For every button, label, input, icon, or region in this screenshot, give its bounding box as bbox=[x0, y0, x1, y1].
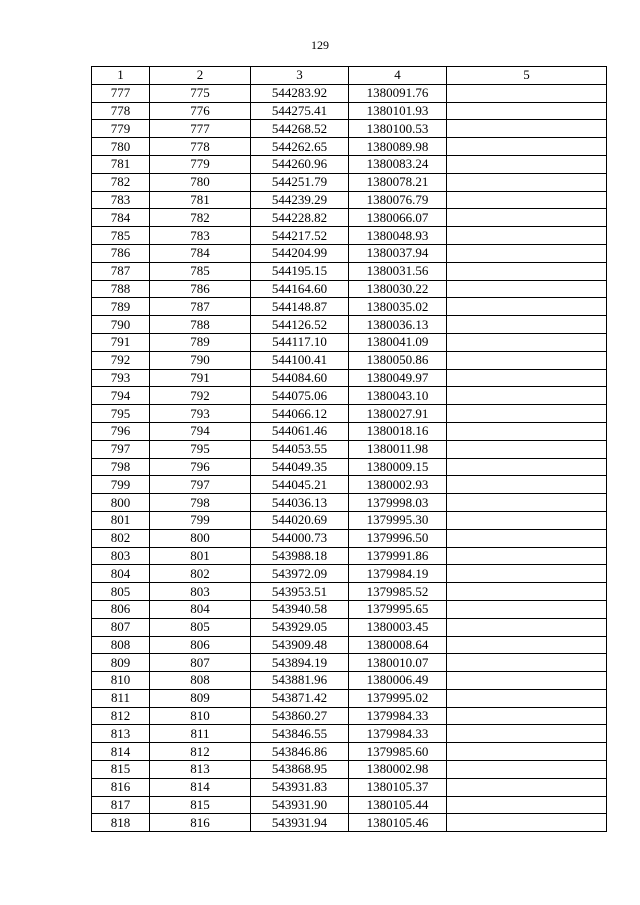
note-cell bbox=[447, 155, 607, 173]
source-number-cell: 791 bbox=[150, 369, 251, 387]
x-coordinate-cell: 544195.15 bbox=[251, 262, 349, 280]
source-number-cell: 793 bbox=[150, 405, 251, 423]
point-number-cell: 789 bbox=[92, 298, 150, 316]
y-coordinate-cell: 1380018.16 bbox=[349, 422, 447, 440]
source-number-cell: 808 bbox=[150, 672, 251, 690]
y-coordinate-cell: 1380037.94 bbox=[349, 244, 447, 262]
x-coordinate-cell: 544126.52 bbox=[251, 316, 349, 334]
point-number-cell: 785 bbox=[92, 227, 150, 245]
point-number-cell: 793 bbox=[92, 369, 150, 387]
x-coordinate-cell: 544228.82 bbox=[251, 209, 349, 227]
x-coordinate-cell: 544036.13 bbox=[251, 494, 349, 512]
table-row bbox=[92, 84, 607, 102]
y-coordinate-cell: 1380009.15 bbox=[349, 458, 447, 476]
source-number-cell: 813 bbox=[150, 761, 251, 779]
note-cell bbox=[447, 191, 607, 209]
x-coordinate-cell: 544045.21 bbox=[251, 476, 349, 494]
table-row bbox=[92, 761, 607, 779]
source-number-cell: 784 bbox=[150, 244, 251, 262]
x-coordinate-cell: 544066.12 bbox=[251, 405, 349, 423]
point-number-cell: 810 bbox=[92, 672, 150, 690]
source-number-cell: 780 bbox=[150, 173, 251, 191]
x-coordinate-cell: 543881.96 bbox=[251, 672, 349, 690]
source-number-cell: 816 bbox=[150, 814, 251, 832]
table-row bbox=[92, 369, 607, 387]
point-number-cell: 784 bbox=[92, 209, 150, 227]
source-number-cell: 809 bbox=[150, 689, 251, 707]
y-coordinate-cell: 1379984.33 bbox=[349, 725, 447, 743]
column-header-5: 5 bbox=[447, 67, 607, 85]
table-row bbox=[92, 583, 607, 601]
note-cell bbox=[447, 672, 607, 690]
point-number-cell: 786 bbox=[92, 244, 150, 262]
note-cell bbox=[447, 511, 607, 529]
point-number-cell: 808 bbox=[92, 636, 150, 654]
point-number-cell: 811 bbox=[92, 689, 150, 707]
table-row bbox=[92, 102, 607, 120]
y-coordinate-cell: 1379985.52 bbox=[349, 583, 447, 601]
point-number-cell: 790 bbox=[92, 316, 150, 334]
point-number-cell: 805 bbox=[92, 583, 150, 601]
source-number-cell: 804 bbox=[150, 600, 251, 618]
table-row bbox=[92, 316, 607, 334]
source-number-cell: 797 bbox=[150, 476, 251, 494]
y-coordinate-cell: 1380091.76 bbox=[349, 84, 447, 102]
table-row bbox=[92, 227, 607, 245]
note-cell bbox=[447, 600, 607, 618]
note-cell bbox=[447, 796, 607, 814]
y-coordinate-cell: 1380105.37 bbox=[349, 778, 447, 796]
point-number-cell: 809 bbox=[92, 654, 150, 672]
point-number-cell: 797 bbox=[92, 440, 150, 458]
table-body bbox=[92, 84, 607, 831]
note-cell bbox=[447, 244, 607, 262]
point-number-cell: 777 bbox=[92, 84, 150, 102]
y-coordinate-cell: 1380002.93 bbox=[349, 476, 447, 494]
x-coordinate-cell: 544049.35 bbox=[251, 458, 349, 476]
point-number-cell: 806 bbox=[92, 600, 150, 618]
note-cell bbox=[447, 547, 607, 565]
y-coordinate-cell: 1380049.97 bbox=[349, 369, 447, 387]
point-number-cell: 792 bbox=[92, 351, 150, 369]
note-cell bbox=[447, 761, 607, 779]
table-row bbox=[92, 351, 607, 369]
table-row bbox=[92, 155, 607, 173]
y-coordinate-cell: 1380036.13 bbox=[349, 316, 447, 334]
source-number-cell: 783 bbox=[150, 227, 251, 245]
note-cell bbox=[447, 280, 607, 298]
note-cell bbox=[447, 120, 607, 138]
column-header-1: 1 bbox=[92, 67, 150, 85]
point-number-cell: 779 bbox=[92, 120, 150, 138]
point-number-cell: 818 bbox=[92, 814, 150, 832]
note-cell bbox=[447, 725, 607, 743]
source-number-cell: 801 bbox=[150, 547, 251, 565]
note-cell bbox=[447, 618, 607, 636]
y-coordinate-cell: 1380027.91 bbox=[349, 405, 447, 423]
note-cell bbox=[447, 84, 607, 102]
note-cell bbox=[447, 494, 607, 512]
source-number-cell: 786 bbox=[150, 280, 251, 298]
note-cell bbox=[447, 369, 607, 387]
table-row bbox=[92, 209, 607, 227]
x-coordinate-cell: 543894.19 bbox=[251, 654, 349, 672]
table-row bbox=[92, 743, 607, 761]
point-number-cell: 799 bbox=[92, 476, 150, 494]
x-coordinate-cell: 543940.58 bbox=[251, 600, 349, 618]
x-coordinate-cell: 544260.96 bbox=[251, 155, 349, 173]
note-cell bbox=[447, 654, 607, 672]
table-row bbox=[92, 458, 607, 476]
source-number-cell: 778 bbox=[150, 138, 251, 156]
x-coordinate-cell: 544283.92 bbox=[251, 84, 349, 102]
y-coordinate-cell: 1379998.03 bbox=[349, 494, 447, 512]
x-coordinate-cell: 544053.55 bbox=[251, 440, 349, 458]
x-coordinate-cell: 544117.10 bbox=[251, 333, 349, 351]
point-number-cell: 800 bbox=[92, 494, 150, 512]
y-coordinate-cell: 1379996.50 bbox=[349, 529, 447, 547]
x-coordinate-cell: 543931.94 bbox=[251, 814, 349, 832]
point-number-cell: 782 bbox=[92, 173, 150, 191]
note-cell bbox=[447, 440, 607, 458]
table-row bbox=[92, 725, 607, 743]
note-cell bbox=[447, 102, 607, 120]
x-coordinate-cell: 544075.06 bbox=[251, 387, 349, 405]
table-row bbox=[92, 618, 607, 636]
table-row bbox=[92, 120, 607, 138]
source-number-cell: 779 bbox=[150, 155, 251, 173]
x-coordinate-cell: 544204.99 bbox=[251, 244, 349, 262]
point-number-cell: 812 bbox=[92, 707, 150, 725]
point-number-cell: 781 bbox=[92, 155, 150, 173]
point-number-cell: 778 bbox=[92, 102, 150, 120]
note-cell bbox=[447, 583, 607, 601]
point-number-cell: 804 bbox=[92, 565, 150, 583]
x-coordinate-cell: 543868.95 bbox=[251, 761, 349, 779]
y-coordinate-cell: 1380035.02 bbox=[349, 298, 447, 316]
y-coordinate-cell: 1379991.86 bbox=[349, 547, 447, 565]
y-coordinate-cell: 1380030.22 bbox=[349, 280, 447, 298]
x-coordinate-cell: 544262.65 bbox=[251, 138, 349, 156]
page-number: 129 bbox=[311, 38, 329, 52]
x-coordinate-cell: 544164.60 bbox=[251, 280, 349, 298]
point-number-cell: 791 bbox=[92, 333, 150, 351]
x-coordinate-cell: 544217.52 bbox=[251, 227, 349, 245]
note-cell bbox=[447, 351, 607, 369]
y-coordinate-cell: 1380010.07 bbox=[349, 654, 447, 672]
point-number-cell: 788 bbox=[92, 280, 150, 298]
table-row bbox=[92, 138, 607, 156]
note-cell bbox=[447, 262, 607, 280]
point-number-cell: 794 bbox=[92, 387, 150, 405]
point-number-cell: 798 bbox=[92, 458, 150, 476]
source-number-cell: 792 bbox=[150, 387, 251, 405]
table-row bbox=[92, 280, 607, 298]
note-cell bbox=[447, 173, 607, 191]
table-row bbox=[92, 494, 607, 512]
note-cell bbox=[447, 405, 607, 423]
x-coordinate-cell: 543972.09 bbox=[251, 565, 349, 583]
table-row bbox=[92, 778, 607, 796]
source-number-cell: 788 bbox=[150, 316, 251, 334]
source-number-cell: 798 bbox=[150, 494, 251, 512]
note-cell bbox=[447, 209, 607, 227]
note-cell bbox=[447, 565, 607, 583]
table-row bbox=[92, 298, 607, 316]
x-coordinate-cell: 543931.83 bbox=[251, 778, 349, 796]
table-header-row bbox=[92, 67, 607, 85]
x-coordinate-cell: 543846.86 bbox=[251, 743, 349, 761]
x-coordinate-cell: 544275.41 bbox=[251, 102, 349, 120]
y-coordinate-cell: 1380089.98 bbox=[349, 138, 447, 156]
point-number-cell: 817 bbox=[92, 796, 150, 814]
y-coordinate-cell: 1380078.21 bbox=[349, 173, 447, 191]
source-number-cell: 796 bbox=[150, 458, 251, 476]
y-coordinate-cell: 1380101.93 bbox=[349, 102, 447, 120]
y-coordinate-cell: 1379985.60 bbox=[349, 743, 447, 761]
note-cell bbox=[447, 298, 607, 316]
table-row bbox=[92, 440, 607, 458]
table-row bbox=[92, 244, 607, 262]
source-number-cell: 781 bbox=[150, 191, 251, 209]
source-number-cell: 815 bbox=[150, 796, 251, 814]
table-row bbox=[92, 511, 607, 529]
x-coordinate-cell: 543988.18 bbox=[251, 547, 349, 565]
x-coordinate-cell: 543931.90 bbox=[251, 796, 349, 814]
point-number-cell: 795 bbox=[92, 405, 150, 423]
note-cell bbox=[447, 707, 607, 725]
x-coordinate-cell: 543909.48 bbox=[251, 636, 349, 654]
y-coordinate-cell: 1380043.10 bbox=[349, 387, 447, 405]
x-coordinate-cell: 544251.79 bbox=[251, 173, 349, 191]
x-coordinate-cell: 543860.27 bbox=[251, 707, 349, 725]
source-number-cell: 775 bbox=[150, 84, 251, 102]
note-cell bbox=[447, 422, 607, 440]
table-row bbox=[92, 814, 607, 832]
table-row bbox=[92, 796, 607, 814]
x-coordinate-cell: 544061.46 bbox=[251, 422, 349, 440]
source-number-cell: 795 bbox=[150, 440, 251, 458]
source-number-cell: 794 bbox=[150, 422, 251, 440]
x-coordinate-cell: 544084.60 bbox=[251, 369, 349, 387]
y-coordinate-cell: 1380105.46 bbox=[349, 814, 447, 832]
y-coordinate-cell: 1379984.19 bbox=[349, 565, 447, 583]
y-coordinate-cell: 1380011.98 bbox=[349, 440, 447, 458]
point-number-cell: 813 bbox=[92, 725, 150, 743]
source-number-cell: 789 bbox=[150, 333, 251, 351]
y-coordinate-cell: 1380031.56 bbox=[349, 262, 447, 280]
note-cell bbox=[447, 636, 607, 654]
y-coordinate-cell: 1380083.24 bbox=[349, 155, 447, 173]
table-row bbox=[92, 387, 607, 405]
point-number-cell: 783 bbox=[92, 191, 150, 209]
table-row bbox=[92, 689, 607, 707]
y-coordinate-cell: 1380003.45 bbox=[349, 618, 447, 636]
column-header-2: 2 bbox=[150, 67, 251, 85]
point-number-cell: 815 bbox=[92, 761, 150, 779]
source-number-cell: 805 bbox=[150, 618, 251, 636]
x-coordinate-cell: 544020.69 bbox=[251, 511, 349, 529]
point-number-cell: 796 bbox=[92, 422, 150, 440]
source-number-cell: 799 bbox=[150, 511, 251, 529]
note-cell bbox=[447, 778, 607, 796]
point-number-cell: 803 bbox=[92, 547, 150, 565]
x-coordinate-cell: 544000.73 bbox=[251, 529, 349, 547]
x-coordinate-cell: 544239.29 bbox=[251, 191, 349, 209]
note-cell bbox=[447, 227, 607, 245]
table-row bbox=[92, 600, 607, 618]
source-number-cell: 806 bbox=[150, 636, 251, 654]
point-number-cell: 787 bbox=[92, 262, 150, 280]
y-coordinate-cell: 1380100.53 bbox=[349, 120, 447, 138]
y-coordinate-cell: 1380050.86 bbox=[349, 351, 447, 369]
y-coordinate-cell: 1380048.93 bbox=[349, 227, 447, 245]
table-row bbox=[92, 672, 607, 690]
x-coordinate-cell: 544100.41 bbox=[251, 351, 349, 369]
point-number-cell: 807 bbox=[92, 618, 150, 636]
column-header-3: 3 bbox=[251, 67, 349, 85]
x-coordinate-cell: 543929.05 bbox=[251, 618, 349, 636]
table-row bbox=[92, 405, 607, 423]
coordinates-table bbox=[91, 66, 607, 832]
y-coordinate-cell: 1380041.09 bbox=[349, 333, 447, 351]
source-number-cell: 782 bbox=[150, 209, 251, 227]
table-row bbox=[92, 333, 607, 351]
x-coordinate-cell: 543953.51 bbox=[251, 583, 349, 601]
y-coordinate-cell: 1380006.49 bbox=[349, 672, 447, 690]
source-number-cell: 811 bbox=[150, 725, 251, 743]
x-coordinate-cell: 544148.87 bbox=[251, 298, 349, 316]
y-coordinate-cell: 1379995.30 bbox=[349, 511, 447, 529]
point-number-cell: 802 bbox=[92, 529, 150, 547]
y-coordinate-cell: 1379984.33 bbox=[349, 707, 447, 725]
table-row bbox=[92, 191, 607, 209]
table-row bbox=[92, 547, 607, 565]
note-cell bbox=[447, 458, 607, 476]
point-number-cell: 801 bbox=[92, 511, 150, 529]
column-header-4: 4 bbox=[349, 67, 447, 85]
table-row bbox=[92, 422, 607, 440]
point-number-cell: 780 bbox=[92, 138, 150, 156]
note-cell bbox=[447, 743, 607, 761]
source-number-cell: 787 bbox=[150, 298, 251, 316]
y-coordinate-cell: 1380002.98 bbox=[349, 761, 447, 779]
x-coordinate-cell: 544268.52 bbox=[251, 120, 349, 138]
point-number-cell: 814 bbox=[92, 743, 150, 761]
source-number-cell: 800 bbox=[150, 529, 251, 547]
y-coordinate-cell: 1380008.64 bbox=[349, 636, 447, 654]
note-cell bbox=[447, 476, 607, 494]
table-row bbox=[92, 262, 607, 280]
source-number-cell: 785 bbox=[150, 262, 251, 280]
table-row bbox=[92, 707, 607, 725]
note-cell bbox=[447, 316, 607, 334]
source-number-cell: 814 bbox=[150, 778, 251, 796]
note-cell bbox=[447, 387, 607, 405]
note-cell bbox=[447, 689, 607, 707]
x-coordinate-cell: 543871.42 bbox=[251, 689, 349, 707]
table-row bbox=[92, 565, 607, 583]
point-number-cell: 816 bbox=[92, 778, 150, 796]
table-row bbox=[92, 654, 607, 672]
source-number-cell: 777 bbox=[150, 120, 251, 138]
note-cell bbox=[447, 814, 607, 832]
note-cell bbox=[447, 529, 607, 547]
y-coordinate-cell: 1380066.07 bbox=[349, 209, 447, 227]
source-number-cell: 810 bbox=[150, 707, 251, 725]
table-row bbox=[92, 636, 607, 654]
table-row bbox=[92, 173, 607, 191]
table-row bbox=[92, 476, 607, 494]
source-number-cell: 802 bbox=[150, 565, 251, 583]
y-coordinate-cell: 1379995.02 bbox=[349, 689, 447, 707]
source-number-cell: 776 bbox=[150, 102, 251, 120]
note-cell bbox=[447, 138, 607, 156]
x-coordinate-cell: 543846.55 bbox=[251, 725, 349, 743]
y-coordinate-cell: 1380076.79 bbox=[349, 191, 447, 209]
y-coordinate-cell: 1379995.65 bbox=[349, 600, 447, 618]
source-number-cell: 803 bbox=[150, 583, 251, 601]
y-coordinate-cell: 1380105.44 bbox=[349, 796, 447, 814]
source-number-cell: 812 bbox=[150, 743, 251, 761]
source-number-cell: 790 bbox=[150, 351, 251, 369]
source-number-cell: 807 bbox=[150, 654, 251, 672]
note-cell bbox=[447, 333, 607, 351]
table-row bbox=[92, 529, 607, 547]
